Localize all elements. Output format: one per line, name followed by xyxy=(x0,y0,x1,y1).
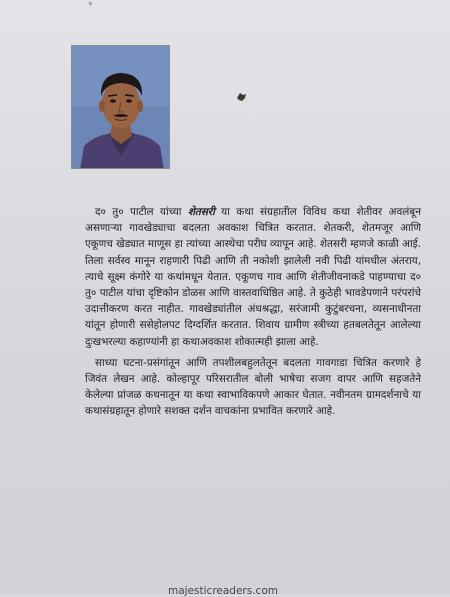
blurb-text xyxy=(85,204,421,425)
book-title-inline: शेतसरी xyxy=(187,206,215,218)
blurb-paragraph-1 xyxy=(85,204,421,350)
blurb-p1-start: द० तु० पाटील यांच्या xyxy=(95,206,188,218)
blurb-p1-rest: या कथा संग्रहातील विविध कथा शेतीवर अवलंबून असणाऱ्या गावखेड्याचा बदलता अवकाश चित्रित करतात. शेतकरी, शेतमजूर आणि एकूणच खेड्यात माणूस हा त्यांच्या आस्थेचा परीघ व्यापून आहे. शेतसरी म्हणजे काळी आई. तिला सर्वस्व मानून राहणारी पिढी आणि ती नकोशी झालेली नवी पिढी यांमधील अंतराय, त्याचे सूक्ष्म कंगोरे या कथांमधून येतात. एकूणच गाव आणि शेतीजीवनाकडे पाहण्याचा द० तु० पाटील यांचा दृष्टिकोन डोळस आणि वास्तवाधिष्ठित आहे. ते कुठेही भावडेपणाने परंपरांचे उदात्तीकरण करत नाहीत. गावखेड्यांतील अंधश्रद्धा, सरंजामी कुटुंबरचना, व्यसनाधीनता यांतून होणारी ससेहोलपट दिग्दर्शित करतात. शिवाय ग्रामीण स्त्रीच्या हतबलतेतून आलेल्या दुःखभरल्या कहाण्यांनी हा कथाअवकाश शोकात्मही झाला आहे. xyxy=(85,206,421,348)
ink-blot-icon xyxy=(236,92,247,102)
footer-watermark-url: majesticreaders.com xyxy=(168,585,278,597)
author-portrait-image xyxy=(72,46,170,169)
corner-mark: * xyxy=(88,1,93,11)
author-photo xyxy=(71,45,170,169)
blurb-paragraph-2: साध्या घटना-प्रसंगांतून आणि तपशीलबहुलतेतून बदलता गावगाडा चित्रित करणारे हे जिवंत लेखन आहे. कोल्हापूर परिसरातील बोली भाषेचा सजग वापर आणि सहजतेने केलेल्या प्रांजळ कथनातून या कथा स्वाभाविकपणे आकार घेतात. नवीनतम ग्रामदर्शनाचे या कथासंग्रहातून होणारे सशक्त दर्शन वाचकांना प्रभावित करणारे आहे. xyxy=(85,356,421,418)
